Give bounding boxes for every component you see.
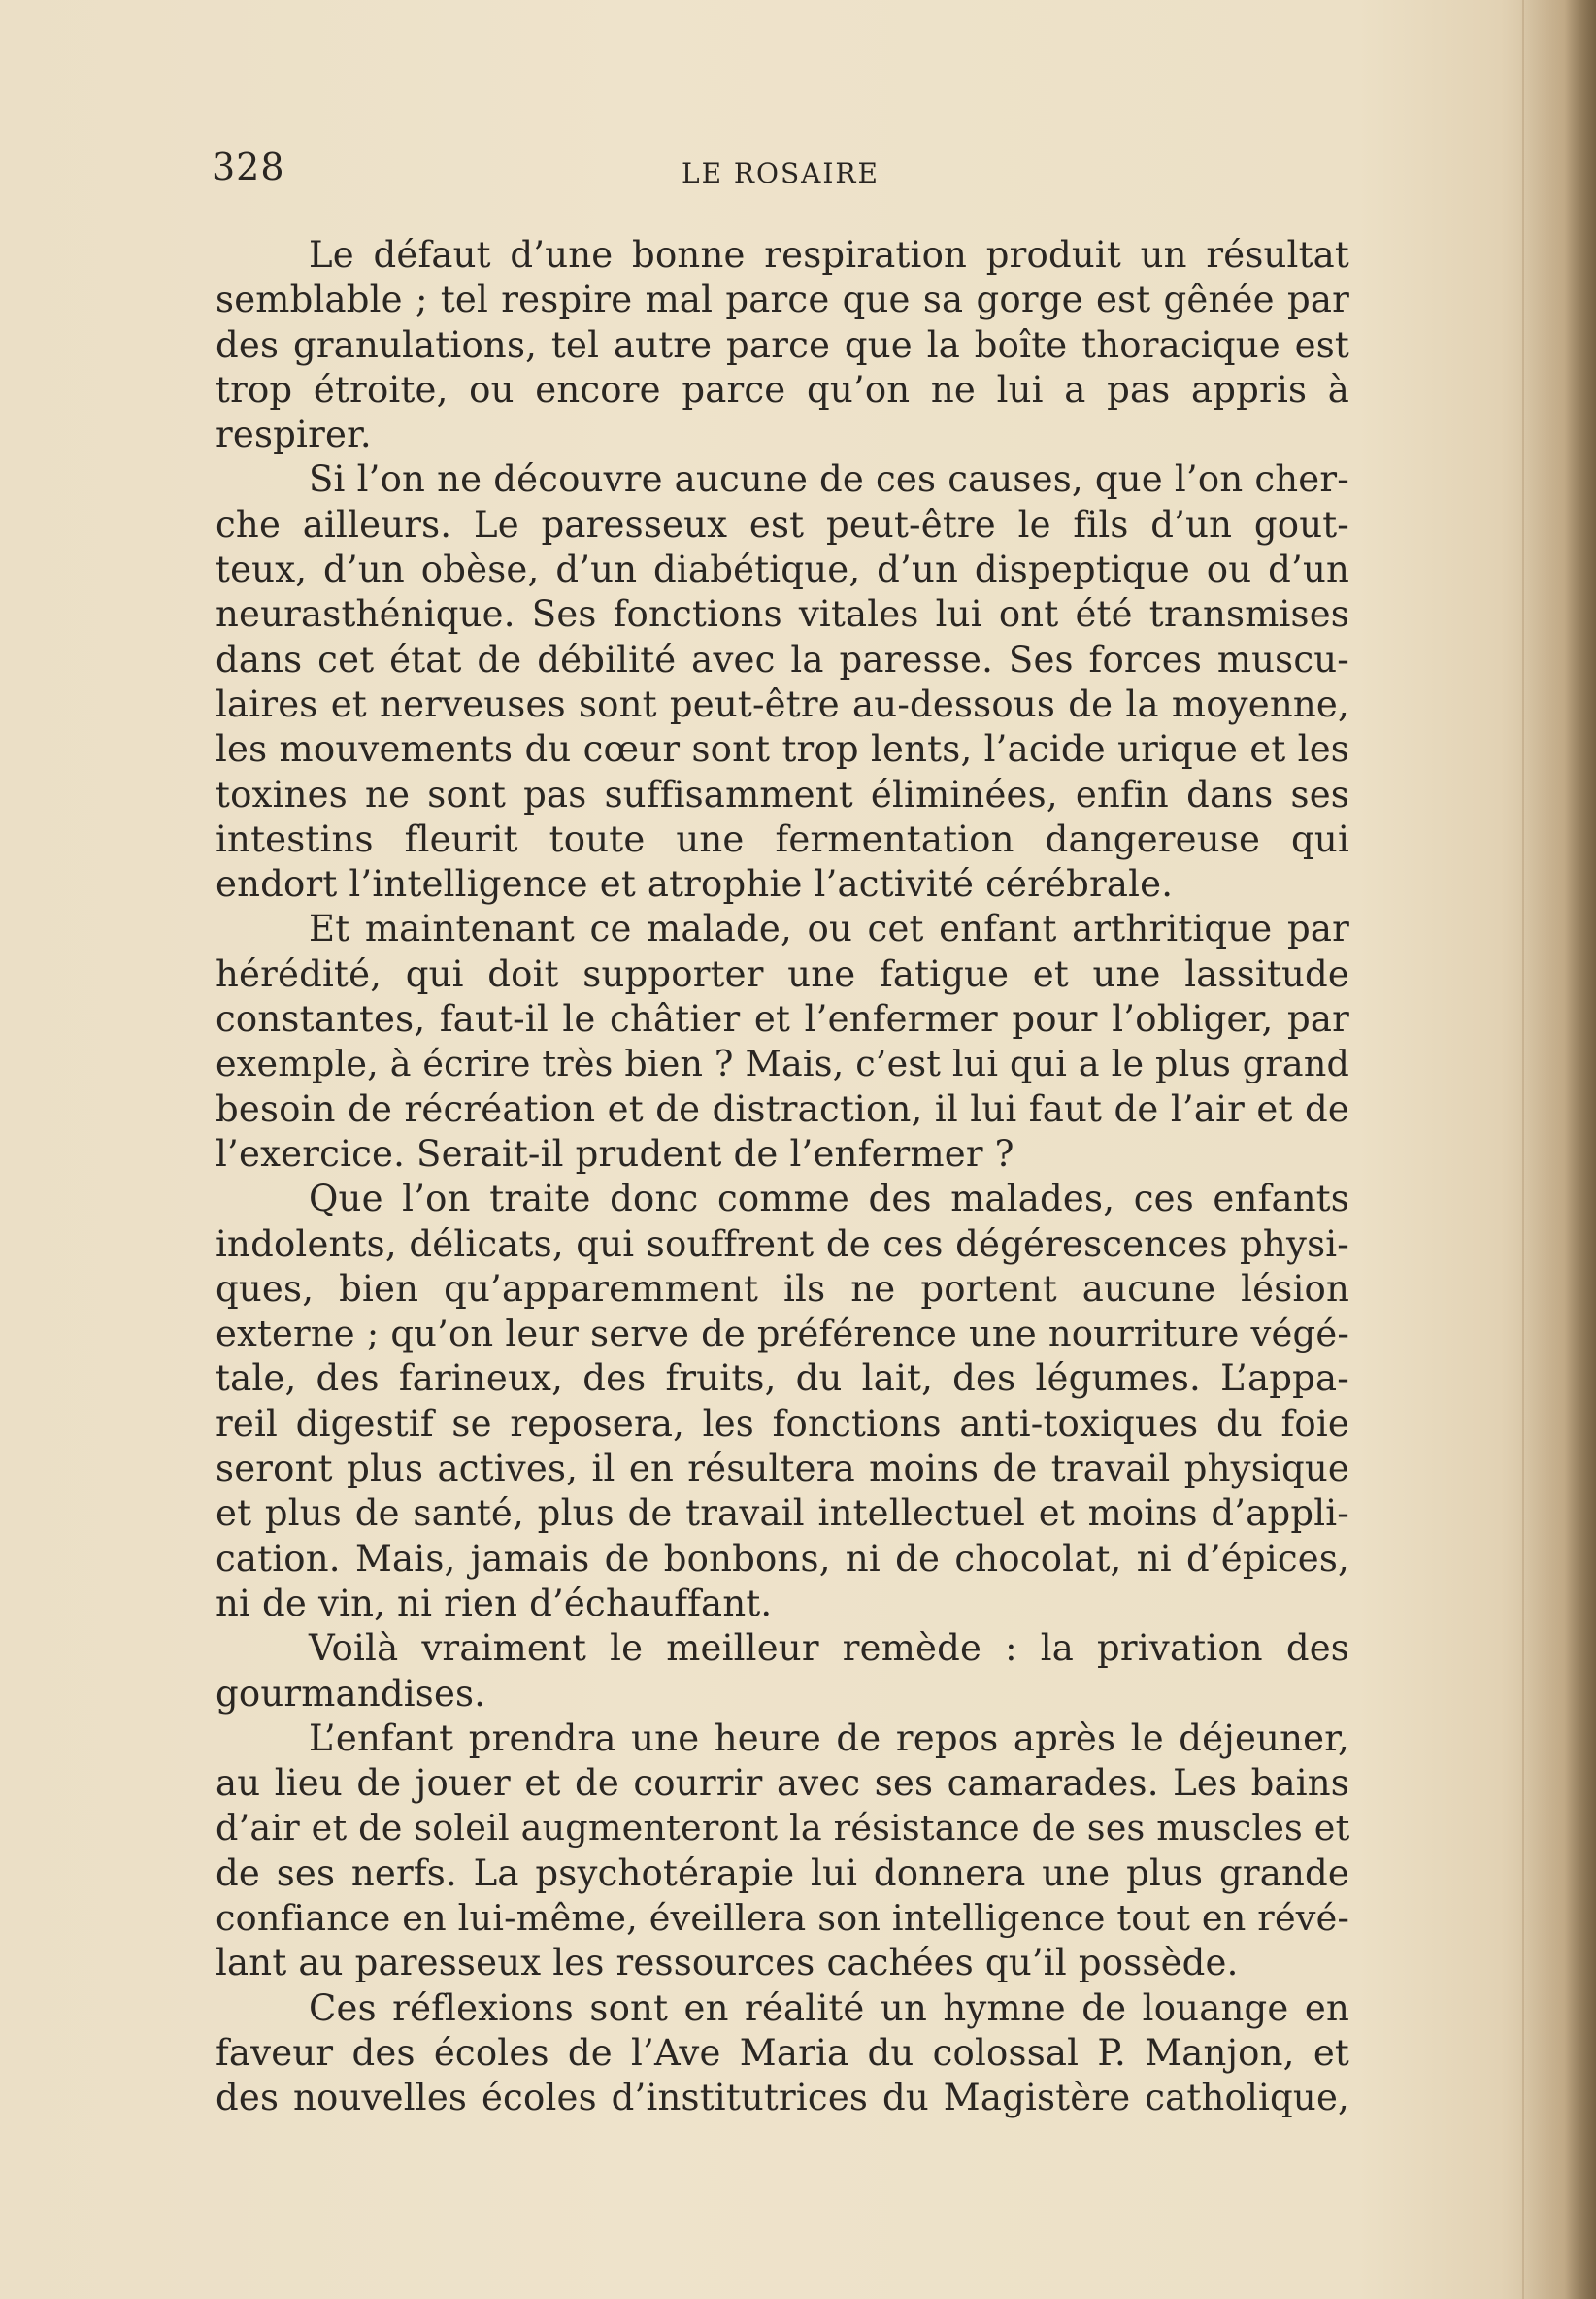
text-line: besoin de récréation et de distraction, il lui faut de l’air et de <box>216 1087 1349 1130</box>
text-line: toxines ne sont pas suffisamment éliminées, enfin dans ses <box>216 773 1349 816</box>
text-line: faveur des écoles de l’Ave Maria du colossal P. Manjon, et <box>216 2031 1349 2074</box>
text-line: intestins fleurit toute une fermentation dangereuse qui <box>216 817 1349 860</box>
text-line: endort l’intelligence et atrophie l’activité cérébrale. <box>216 863 1174 906</box>
text-line: d’air et de soleil augmenteront la résistance de ses muscles et <box>216 1807 1350 1849</box>
text-line: trop étroite, ou encore parce qu’on ne lui a pas appris à <box>216 368 1349 411</box>
text-line: seront plus actives, il en résultera moins de travail physique <box>216 1448 1349 1490</box>
page-number: 328 <box>212 146 285 188</box>
text-line: dans cet état de débilité avec la paresse. Ses forces muscu- <box>216 638 1349 681</box>
text-line: neurasthénique. Ses fonctions vitales lui ont été transmises <box>216 593 1349 636</box>
text-line: Le défaut d’une bonne respiration produit un résultat <box>309 234 1349 276</box>
page-header <box>212 146 1349 194</box>
text-line: constantes, faut-il le châtier et l’enfermer pour l’obliger, par <box>216 998 1349 1041</box>
text-line: Si l’on ne découvre aucune de ces causes, que l’on cher- <box>309 458 1349 501</box>
text-line: Que l’on traite donc comme des malades, ces enfants <box>309 1178 1349 1220</box>
text-line: de ses nerfs. La psychotérapie lui donnera une plus grande <box>216 1851 1349 1894</box>
text-line: des granulations, tel autre parce que la boîte thoracique est <box>216 323 1349 366</box>
text-line: tale, des farineux, des fruits, du lait, des légumes. L’appa- <box>216 1357 1349 1400</box>
text-line: hérédité, qui doit supporter une fatigue et une lassitude <box>216 952 1349 995</box>
body-text <box>216 233 1349 2120</box>
text-line: indolents, délicats, qui souffrent de ces dégérescences physi- <box>216 1222 1349 1265</box>
text-line: les mouvements du cœur sont trop lents, l’acide urique et les <box>216 728 1349 771</box>
text-line: respirer. <box>216 414 372 456</box>
text-line: confiance en lui-même, éveillera son intelligence tout en révé- <box>216 1896 1350 1939</box>
spine-shadow <box>1518 0 1596 2299</box>
running-title: LE ROSAIRE <box>682 157 880 189</box>
text-line: reil digestif se reposera, les fonctions anti-toxiques du foie <box>216 1402 1349 1445</box>
text-line: lant au paresseux les ressources cachées qu’il possède. <box>216 1942 1239 1984</box>
text-line: externe ; qu’on leur serve de préférence une nourriture végé- <box>216 1313 1349 1355</box>
text-line: exemple, à écrire très bien ? Mais, c’est lui qui a le plus grand <box>216 1043 1349 1085</box>
text-line: l’exercice. Serait-il prudent de l’enfermer ? <box>216 1132 1014 1175</box>
text-line: Voilà vraiment le meilleur remède : la privation des <box>309 1627 1349 1670</box>
text-line: cation. Mais, jamais de bonbons, ni de chocolat, ni d’épices, <box>216 1537 1349 1580</box>
text-line: ni de vin, ni rien d’échauffant. <box>216 1582 773 1624</box>
text-line: che ailleurs. Le paresseux est peut-être le fils d’un gout- <box>216 503 1349 546</box>
text-line: gourmandises. <box>216 1672 486 1715</box>
text-line: teux, d’un obèse, d’un diabétique, d’un dispeptique ou d’un <box>216 549 1349 591</box>
text-line: semblable ; tel respire mal parce que sa gorge est gênée par <box>216 279 1349 321</box>
text-line: Ces réflexions sont en réalité un hymne de louange en <box>309 1986 1349 2029</box>
text-line: au lieu de jouer et de courrir avec ses camarades. Les bains <box>216 1762 1349 1805</box>
text-line: et plus de santé, plus de travail intellectuel et moins d’appli- <box>216 1492 1349 1535</box>
text-line: laires et nerveuses sont peut-être au-dessous de la moyenne, <box>216 683 1349 725</box>
text-line: L’enfant prendra une heure de repos après le déjeuner, <box>309 1716 1349 1759</box>
text-line: Et maintenant ce malade, ou cet enfant arthritique par <box>309 908 1349 950</box>
page-edge <box>1522 0 1524 2299</box>
text-line: des nouvelles écoles d’institutrices du Magistère catholique, <box>216 2077 1349 2119</box>
text-line: ques, bien qu’apparemment ils ne portent aucune lésion <box>216 1267 1349 1310</box>
